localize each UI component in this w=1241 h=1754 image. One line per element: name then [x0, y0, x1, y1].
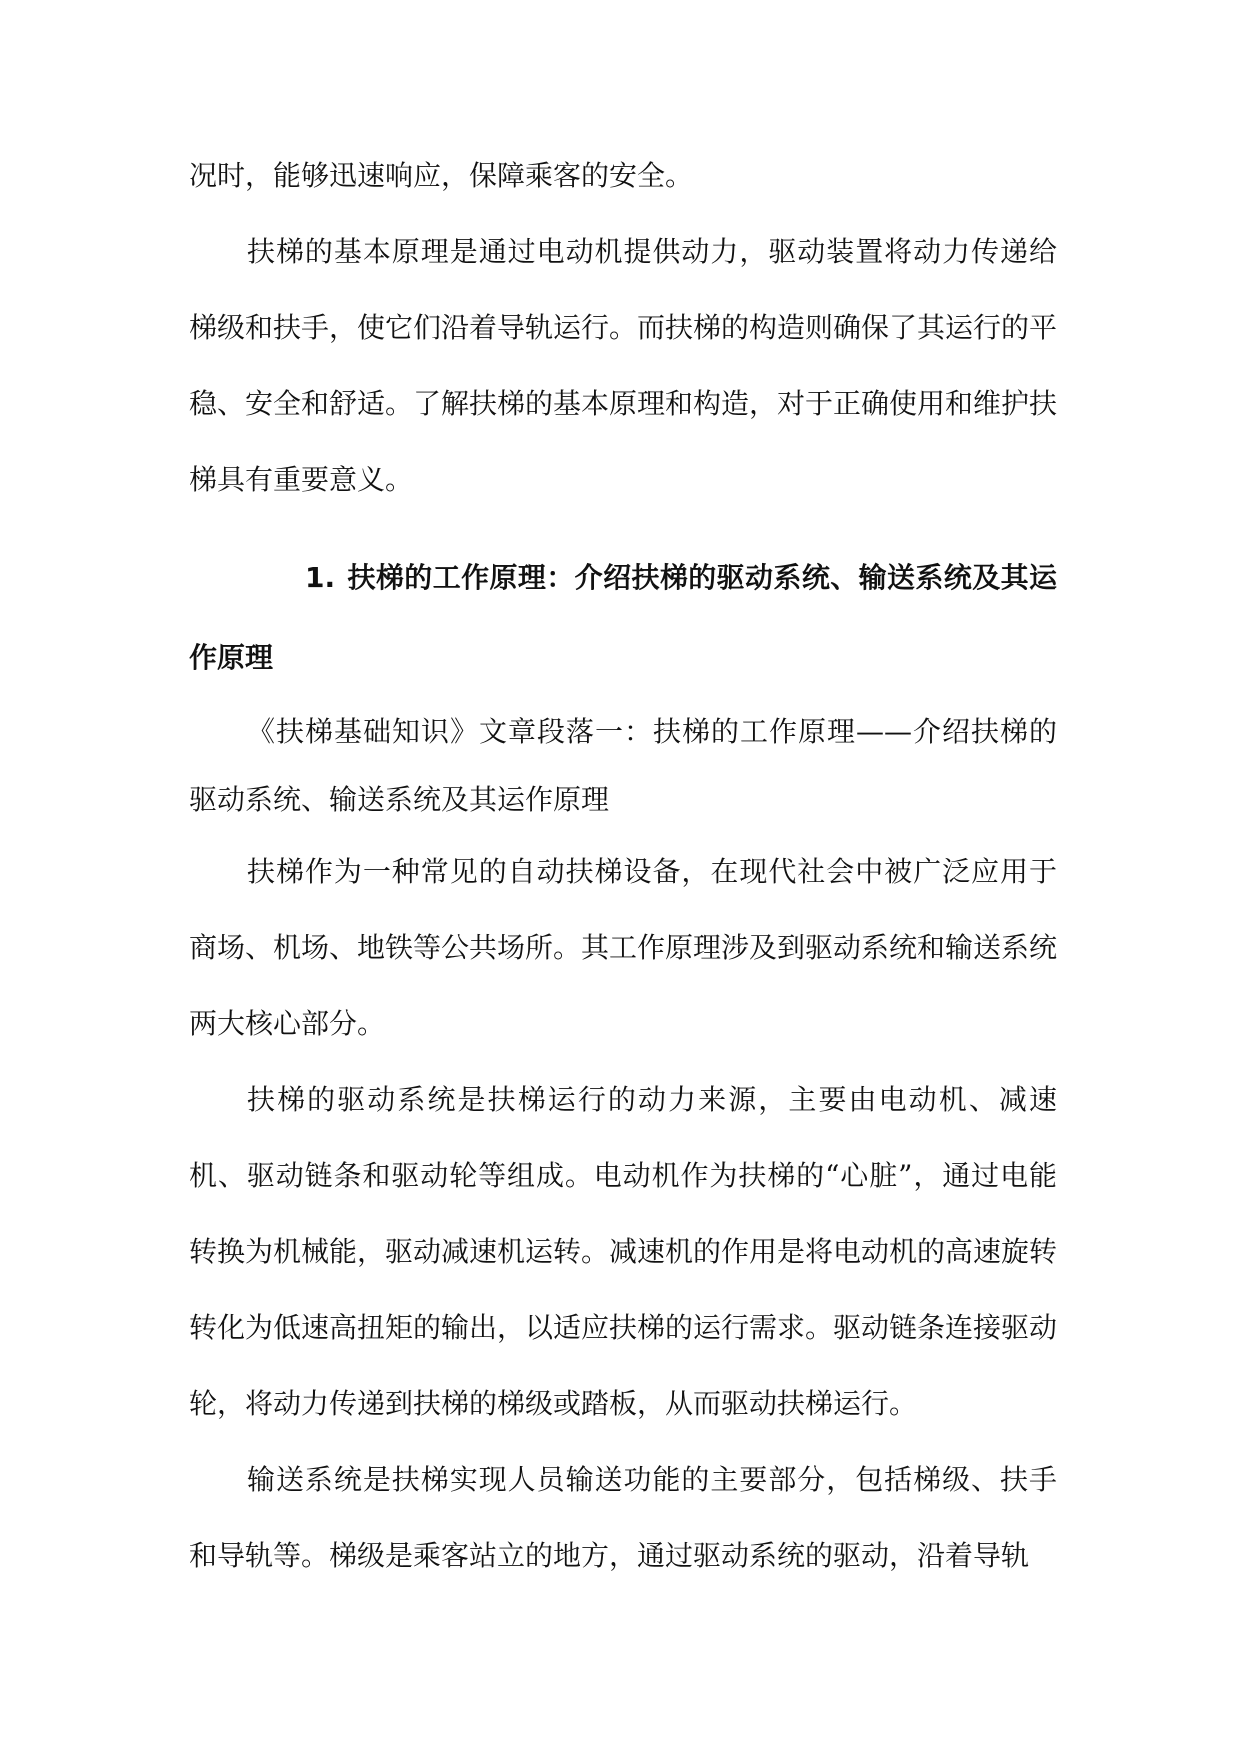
paragraph-article-intro: 《扶梯基础知识》文章段落一：扶梯的工作原理——介绍扶梯的驱动系统、输送系统及其运作原理 — [189, 715, 1057, 816]
section-heading — [189, 538, 1057, 698]
paragraph-drive-system: 扶梯的驱动系统是扶梯运行的动力来源，主要由电动机、减速机、驱动链条和驱动轮等组成。电动机作为扶梯的“心脏”，通过电能转换为机械能，驱动减速机运转。减速机的作用是将电动机的高速旋转转化为低速高扭矩的输出，以适应扶梯的运行需求。驱动链条连接驱动轮，将动力传递到扶梯的梯级或踏板，从而驱动扶梯运行。 — [189, 1083, 1058, 1420]
paragraph-conveying-system: 输送系统是扶梯实现人员输送功能的主要部分，包括梯级、扶手和导轨等。梯级是乘客站立的地方，通过驱动系统的驱动，沿着导轨 — [189, 1463, 1057, 1572]
paragraph-escalator-usage: 扶梯作为一种常见的自动扶梯设备，在现代社会中被广泛应用于商场、机场、地铁等公共场所。其工作原理涉及到驱动系统和输送系统两大核心部分。 — [189, 855, 1058, 1040]
paragraph-basic-principle: 扶梯的基本原理是通过电动机提供动力，驱动装置将动力传递给梯级和扶手，使它们沿着导轨运行。而扶梯的构造则确保了其运行的平稳、安全和舒适。了解扶梯的基本原理和构造，对于正确使用和维护扶梯具有重要意义。 — [189, 235, 1058, 496]
section-title: 扶梯的工作原理：介绍扶梯的驱动系统、输送系统及其运作原理 — [189, 561, 1057, 674]
paragraph-continuation: 况时，能够迅速响应，保障乘客的安全。 — [189, 159, 694, 192]
section-number: 1. — [305, 561, 336, 594]
document-body — [189, 138, 1057, 1594]
